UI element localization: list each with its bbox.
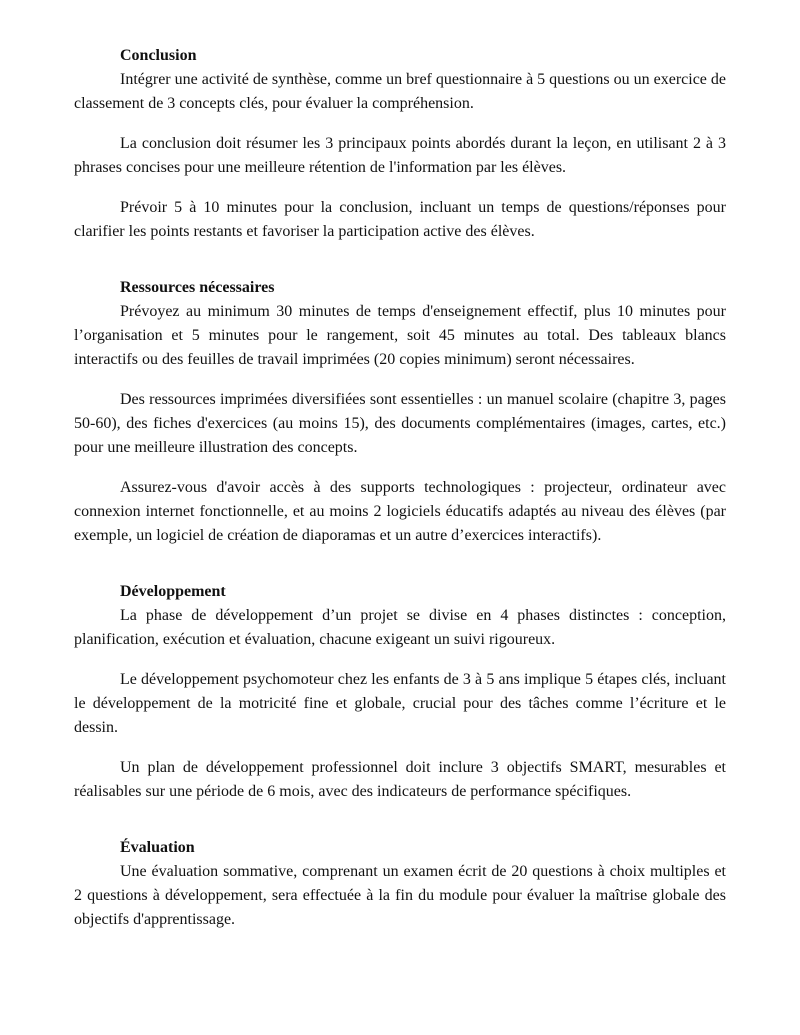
paragraph: La phase de développement d’un projet se divise en 4 phases distinctes : conception, planification, exécution et évaluation, chacune exigeant un suivi rigoureux. [74, 607, 726, 648]
paragraph: La conclusion doit résumer les 3 principaux points abordés durant la leçon, en utilisant 2 à 3 phrases concises pour une meilleure rétention de l'information par les élèves. [74, 135, 726, 176]
paragraph: Assurez-vous d'avoir accès à des supports technologiques : projecteur, ordinateur avec connexion internet fonctionnelle, et au moins 2 logiciels éducatifs adaptés au niveau des élèves (par exemple, un logiciel de création de diaporamas et un autre d’exercices interactifs). [74, 479, 726, 544]
document-page [74, 44, 726, 948]
paragraph: Prévoyez au minimum 30 minutes de temps d'enseignement effectif, plus 10 minutes pour l’organisation et 5 minutes pour le rangement, soit 45 minutes au total. Des tableaux blancs interactifs ou des feuilles de travail imprimées (20 copies minimum) seront nécessaires. [74, 303, 726, 368]
paragraph: Des ressources imprimées diversifiées sont essentielles : un manuel scolaire (chapitre 3, pages 50-60), des fiches d'exercices (au moins 15), des documents complémentaires (images, cartes, etc.) pour une meilleure illustration des concepts. [74, 391, 726, 456]
paragraph: Une évaluation sommative, comprenant un examen écrit de 20 questions à choix multiples et 2 questions à développement, sera effectuée à la fin du module pour évaluer la maîtrise globale des objectifs d'apprentissage. [74, 863, 726, 928]
section-developpement [74, 580, 726, 804]
section-evaluation [74, 836, 726, 932]
section-heading: Évaluation [120, 839, 195, 856]
section-ressources [74, 276, 726, 548]
section-conclusion [74, 44, 726, 244]
section-heading: Développement [120, 583, 226, 600]
paragraph: Le développement psychomoteur chez les enfants de 3 à 5 ans implique 5 étapes clés, incluant le développement de la motricité fine et globale, crucial pour des tâches comme l’écriture et le dessin. [74, 671, 726, 736]
paragraph: Intégrer une activité de synthèse, comme un bref questionnaire à 5 questions ou un exercice de classement de 3 concepts clés, pour évaluer la compréhension. [74, 71, 726, 112]
section-heading: Ressources nécessaires [120, 279, 275, 296]
section-heading: Conclusion [120, 47, 197, 64]
paragraph: Un plan de développement professionnel doit inclure 3 objectifs SMART, mesurables et réalisables sur une période de 6 mois, avec des indicateurs de performance spécifiques. [74, 759, 726, 800]
paragraph: Prévoir 5 à 10 minutes pour la conclusion, incluant un temps de questions/réponses pour clarifier les points restants et favoriser la participation active des élèves. [74, 199, 726, 240]
